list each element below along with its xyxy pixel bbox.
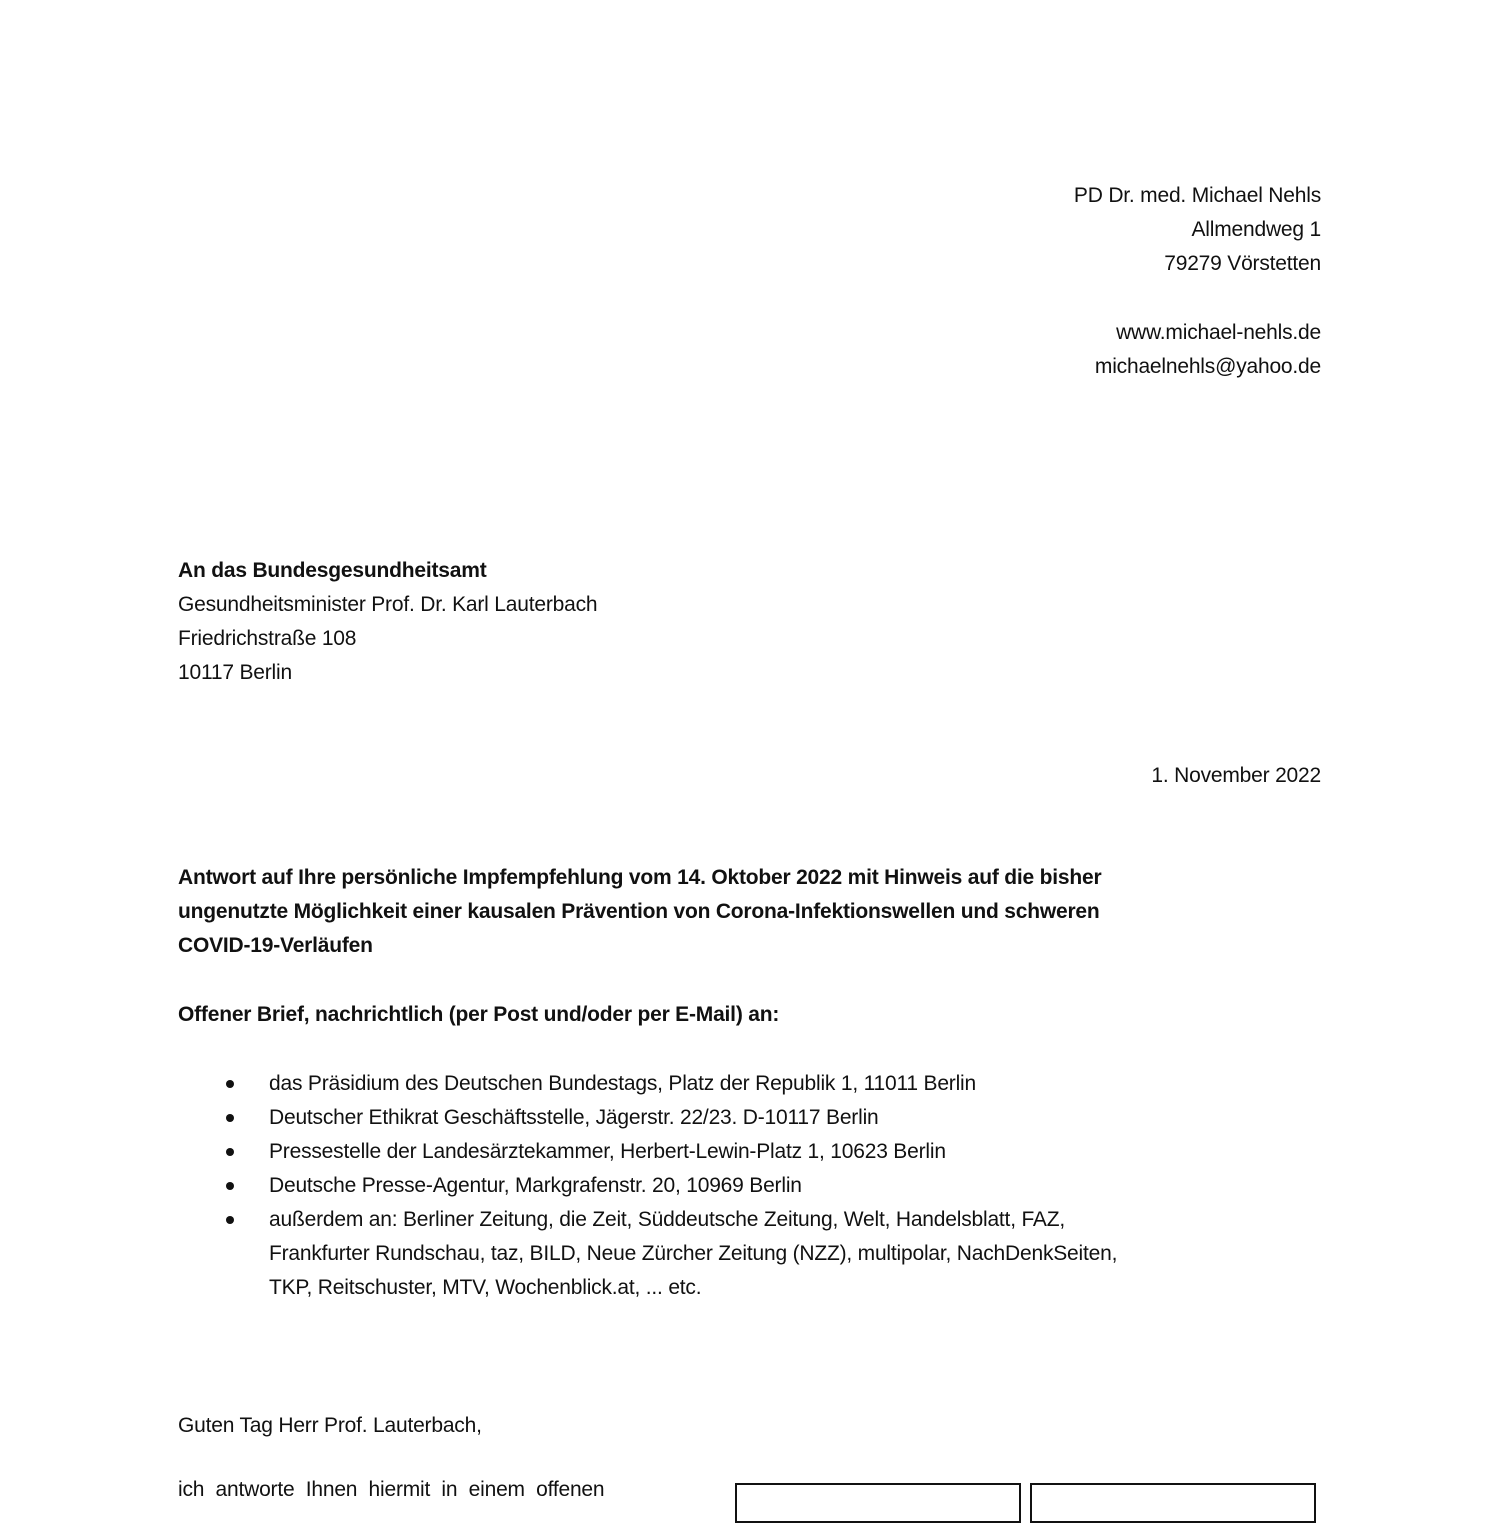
subject-line: Antwort auf Ihre persönliche Impfempfehlung vom 14. Oktober 2022 mit Hinweis auf die bisher <box>178 866 1102 889</box>
subject-line: ungenutzte Möglichkeit einer kausalen Prävention von Corona-Infektionswellen und schweren <box>178 900 1100 923</box>
list-item-continuation: TKP, Reitschuster, MTV, Wochenblick.at, ... etc. <box>269 1276 702 1299</box>
list-item: Deutsche Presse-Agentur, Markgrafenstr. 20, 10969 Berlin <box>269 1174 802 1197</box>
sender-street: Allmendweg 1 <box>1191 218 1321 241</box>
body-text: ich antworte Ihnen hiermit in einem offenen <box>178 1478 605 1501</box>
greeting: Guten Tag Herr Prof. Lauterbach, <box>178 1414 482 1437</box>
list-item: Deutscher Ethikrat Geschäftsstelle, Jägerstr. 22/23. D-10117 Berlin <box>269 1106 879 1129</box>
bullet-icon <box>226 1216 234 1224</box>
recipient-city: 10117 Berlin <box>178 661 292 684</box>
list-item-continuation: Frankfurter Rundschau, taz, BILD, Neue Zürcher Zeitung (NZZ), multipolar, NachDenkSeiten, <box>269 1242 1118 1265</box>
sender-email: michaelnehls@yahoo.de <box>1094 355 1321 378</box>
list-item: Pressestelle der Landesärztekammer, Herbert-Lewin-Platz 1, 10623 Berlin <box>269 1140 946 1163</box>
subject-line: COVID-19-Verläufen <box>178 934 373 957</box>
cc-heading: Offener Brief, nachrichtlich (per Post und/oder per E-Mail) an: <box>178 1003 780 1026</box>
bullet-icon <box>226 1114 234 1122</box>
letter-date: 1. November 2022 <box>1151 764 1321 787</box>
bullet-icon <box>226 1080 234 1088</box>
recipient-org: An das Bundesgesundheitsamt <box>178 559 487 582</box>
figure-box-right <box>1030 1483 1316 1523</box>
list-item: das Präsidium des Deutschen Bundestags, Platz der Republik 1, 11011 Berlin <box>269 1072 977 1095</box>
list-item: außerdem an: Berliner Zeitung, die Zeit, Süddeutsche Zeitung, Welt, Handelsblatt, FAZ, <box>269 1208 1065 1231</box>
sender-name: PD Dr. med. Michael Nehls <box>1073 184 1321 207</box>
figure-box-left <box>735 1483 1021 1523</box>
recipient-person: Gesundheitsminister Prof. Dr. Karl Lauterbach <box>178 593 598 616</box>
sender-website: www.michael-nehls.de <box>1116 321 1321 344</box>
recipient-street: Friedrichstraße 108 <box>178 627 357 650</box>
bullet-icon <box>226 1182 234 1190</box>
sender-city: 79279 Vörstetten <box>1164 252 1321 275</box>
bullet-icon <box>226 1148 234 1156</box>
